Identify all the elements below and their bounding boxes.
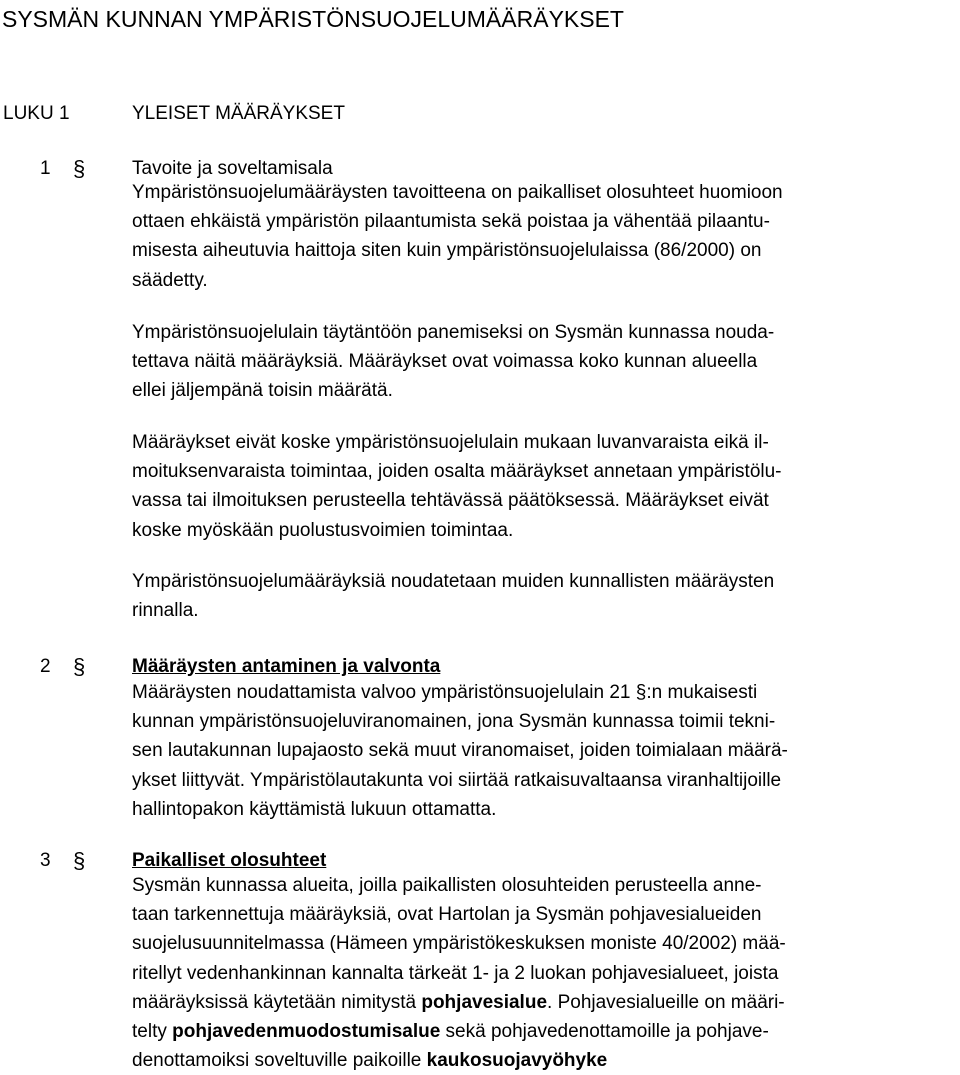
text-line: Ympäristönsuojelumääräysten tavoitteena on paikalliset olosuhteet huomioon (132, 182, 783, 203)
text-line (132, 678, 952, 707)
text-line: misesta aiheutuvia haittoja siten kuin ympäristönsuojelulaissa (86/2000) on (132, 240, 762, 262)
section-1-heading: Tavoite ja soveltamisala (132, 158, 333, 179)
text-line (132, 988, 952, 1017)
section-3-paragraph (132, 871, 952, 1075)
section-1-paragraph-1 (132, 178, 952, 295)
text-span: Määräysten noudattamista valvoo ympäristönsuojelulain 21 (132, 682, 636, 703)
section-symbol: § (635, 682, 647, 703)
section-1-paragraph-3 (132, 428, 952, 545)
section-2-heading (132, 654, 952, 680)
section-1-number: 1 (40, 158, 51, 179)
text-line: koske myöskään puolustusvoimien toimintaa. (132, 519, 514, 541)
text-line: rinnalla. (132, 600, 199, 622)
bold-term: pohjavesialue (421, 991, 548, 1013)
section-2-symbol: § (73, 654, 86, 679)
chapter-number: LUKU 1 (3, 103, 70, 124)
section-2-number: 2 (40, 656, 51, 677)
bold-term: pohjavedenmuodostumisalue (172, 1021, 441, 1043)
section-3-number: 3 (40, 850, 51, 871)
section-3-symbol: § (73, 848, 86, 873)
chapter-title: YLEISET MÄÄRÄYKSET (132, 103, 345, 124)
section-2-heading-text: Määräysten antaminen ja valvonta (132, 656, 441, 677)
text-line: Sysmän kunnassa alueita, joilla paikallisten olosuhteiden perusteella anne- (132, 875, 762, 896)
text-line: tettava näitä määräyksiä. Määräykset ovat voimassa koko kunnan alueella (132, 351, 758, 373)
text-line: ellei jäljempänä toisin määrätä. (132, 380, 393, 402)
text-line (132, 1017, 952, 1046)
text-line: Määräykset eivät koske ympäristönsuojelulain mukaan luvanvaraista eikä il- (132, 432, 769, 453)
section-1-paragraph-2 (132, 318, 952, 406)
text-span: telty (132, 1021, 173, 1043)
text-span: denottamoiksi soveltuville paikoille (132, 1050, 427, 1072)
section-1-paragraph-4 (132, 567, 952, 625)
text-line: suojelusuunnitelmassa (Hämeen ympäristökeskuksen moniste 40/2002) mää- (132, 933, 786, 955)
text-line: ykset liittyvät. Ympäristölautakunta voi siirtää ratkaisuvaltaansa viranhaltijoille (132, 769, 782, 791)
section-1-symbol: § (73, 156, 86, 181)
bold-term: kaukosuojavyöhyke (426, 1050, 608, 1072)
text-span: määräyksissä käytetään nimitystä (132, 991, 422, 1013)
text-line: ottaen ehkäistä ympäristön pilaantumista sekä poistaa ja vähentää pilaantu- (132, 211, 770, 233)
text-span: :n mukaisesti (646, 682, 758, 703)
document-title: SYSMÄN KUNNAN YMPÄRISTÖNSUOJELUMÄÄRÄYKSET (2, 6, 624, 32)
text-line (132, 1046, 952, 1075)
text-line: taan tarkennettuja määräyksiä, ovat Hartolan ja Sysmän pohjavesialueiden (132, 904, 762, 926)
text-line: hallintopakon käyttämistä lukuun ottamatta. (132, 798, 497, 820)
text-line: Ympäristönsuojelulain täytäntöön panemiseksi on Sysmän kunnassa nouda- (132, 322, 775, 343)
text-line: ritellyt vedenhankinnan kannalta tärkeät 1- ja 2 luokan pohjavesialueet, joista (132, 962, 779, 984)
text-line: sen lautakunnan lupajaosto sekä muut viranomaiset, joiden toimialaan määrä- (132, 740, 788, 762)
section-3-heading-text: Paikalliset olosuhteet (132, 850, 327, 871)
text-line: vassa tai ilmoituksen perusteella tehtävässä päätöksessä. Määräykset eivät (132, 490, 769, 512)
text-span: . Pohjavesialueille on määri- (547, 991, 785, 1013)
text-line: kunnan ympäristönsuojeluviranomainen, jona Sysmän kunnassa toimii tekni- (132, 711, 776, 733)
text-span: sekä pohjavedenottamoille ja pohjave- (440, 1021, 769, 1043)
text-line: moituksenvaraista toimintaa, joiden osalta määräykset annetaan ympäristölu- (132, 461, 782, 483)
text-line: säädetty. (132, 269, 208, 291)
section-2-paragraph (132, 678, 952, 824)
text-line: Ympäristönsuojelumääräyksiä noudatetaan muiden kunnallisten määräysten (132, 571, 775, 592)
